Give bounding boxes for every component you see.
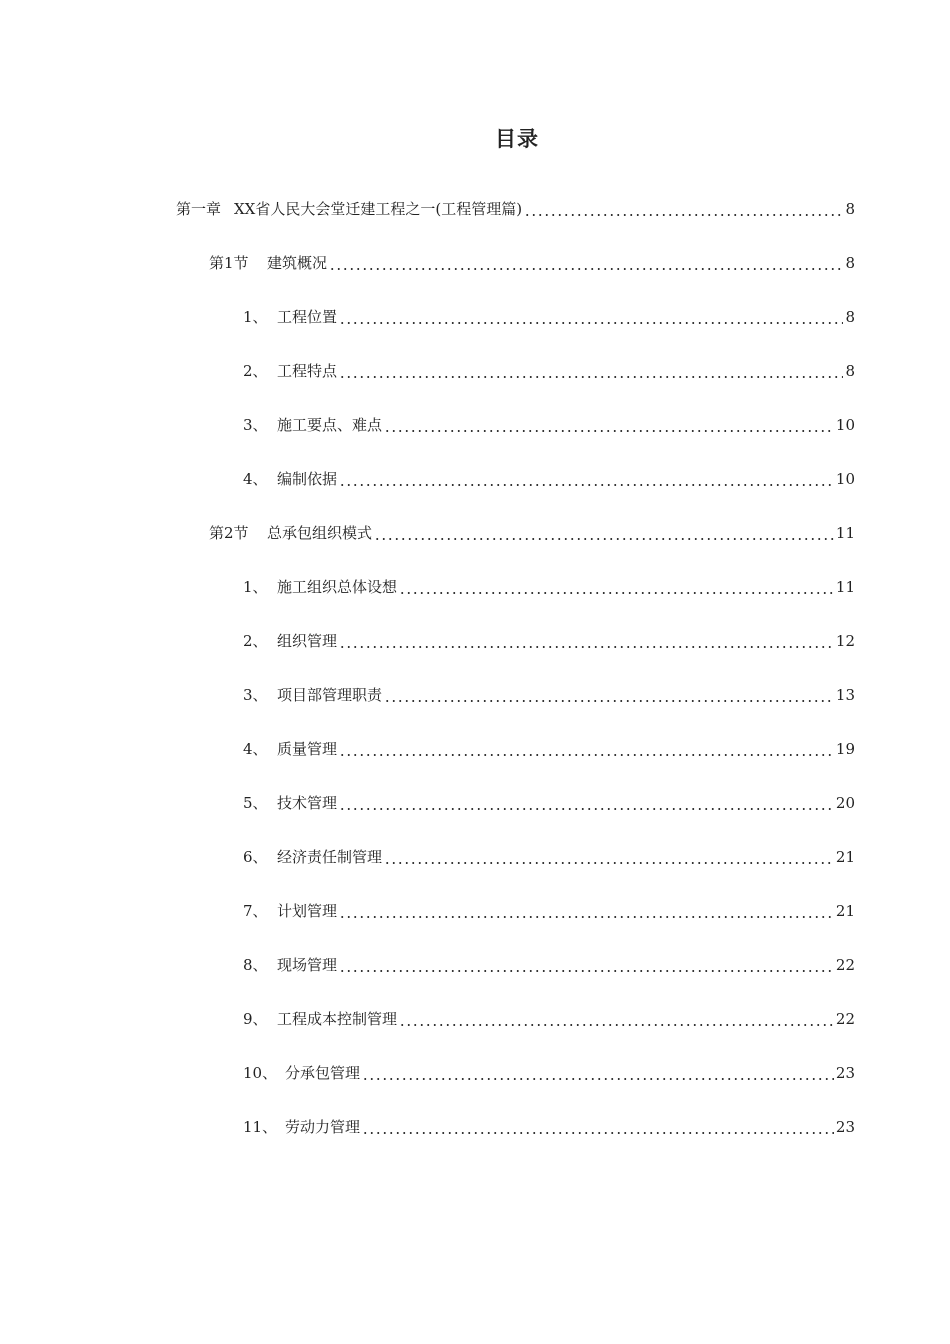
toc-entry-text: 经济责任制管理 — [277, 848, 383, 866]
toc-entry-chapter-1[interactable] — [0, 182, 855, 236]
toc-entry-text: 技术管理 — [277, 794, 338, 812]
toc-entry-page: 23 — [835, 1118, 855, 1136]
toc-entry-page: 23 — [835, 1064, 855, 1082]
toc-entry-text: 现场管理 — [277, 956, 338, 974]
toc-entry-text: 建筑概况 — [267, 254, 328, 272]
toc-entry-page: 10 — [835, 416, 855, 434]
toc-entry-page: 20 — [835, 794, 855, 812]
toc-entry-page: 8 — [845, 200, 855, 218]
dot-leader — [339, 955, 834, 975]
toc-entry-item[interactable] — [0, 884, 855, 938]
dot-leader — [339, 631, 834, 651]
toc-entry-number: 第2节 — [209, 524, 254, 542]
toc-entry-text: 总承包组织模式 — [267, 524, 373, 542]
dot-leader — [384, 415, 834, 435]
toc-entry-section-1[interactable] — [0, 236, 855, 290]
toc-entry-text: 工程位置 — [277, 308, 338, 326]
toc-entry-page: 12 — [835, 632, 855, 650]
table-of-contents — [0, 182, 950, 1154]
toc-entry-item[interactable] — [0, 452, 855, 506]
toc-entry-item[interactable] — [0, 938, 855, 992]
toc-entry-text: XX省人民大会堂迁建工程之一(工程管理篇) — [234, 200, 523, 218]
toc-entry-number: 7、 — [243, 902, 268, 920]
toc-entry-item[interactable] — [0, 776, 855, 830]
toc-entry-text: 分承包管理 — [285, 1064, 361, 1082]
toc-entry-page: 10 — [835, 470, 855, 488]
toc-entry-text: 项目部管理职责 — [277, 686, 383, 704]
toc-entry-number: 3、 — [243, 686, 268, 704]
toc-entry-number: 2、 — [243, 362, 268, 380]
toc-entry-number: 1、 — [243, 308, 268, 326]
toc-entry-number: 9、 — [243, 1010, 268, 1028]
page-title: 目录 — [495, 127, 539, 151]
dot-leader — [524, 199, 843, 219]
dot-leader — [339, 901, 834, 921]
toc-entry-item[interactable] — [0, 560, 855, 614]
dot-leader — [384, 847, 834, 867]
dot-leader — [374, 523, 834, 543]
toc-entry-number: 4、 — [243, 740, 268, 758]
toc-entry-page: 19 — [835, 740, 855, 758]
dot-leader — [399, 1009, 834, 1029]
toc-entry-page: 8 — [845, 362, 855, 380]
toc-entry-item[interactable] — [0, 1046, 855, 1100]
toc-entry-number: 4、 — [243, 470, 268, 488]
toc-entry-page: 21 — [835, 902, 855, 920]
toc-entry-text: 质量管理 — [277, 740, 338, 758]
toc-entry-page: 13 — [835, 686, 855, 704]
toc-entry-number: 2、 — [243, 632, 268, 650]
toc-entry-text: 劳动力管理 — [285, 1118, 361, 1136]
toc-entry-item[interactable] — [0, 614, 855, 668]
toc-entry-text: 施工要点、难点 — [277, 416, 383, 434]
toc-entry-number: 10、 — [243, 1064, 278, 1082]
toc-entry-item[interactable] — [0, 830, 855, 884]
toc-entry-text: 组织管理 — [277, 632, 338, 650]
toc-entry-number: 11、 — [243, 1118, 278, 1136]
toc-entry-number: 1、 — [243, 578, 268, 596]
dot-leader — [399, 577, 834, 597]
toc-entry-item[interactable] — [0, 398, 855, 452]
toc-entry-item[interactable] — [0, 290, 855, 344]
dot-leader — [339, 361, 843, 381]
toc-entry-text: 工程成本控制管理 — [277, 1010, 398, 1028]
toc-entry-page: 8 — [845, 254, 855, 272]
toc-entry-section-2[interactable] — [0, 506, 855, 560]
dot-leader — [329, 253, 843, 273]
toc-entry-text: 计划管理 — [277, 902, 338, 920]
toc-entry-number: 第1节 — [209, 254, 254, 272]
dot-leader — [384, 685, 834, 705]
toc-entry-text: 施工组织总体设想 — [277, 578, 398, 596]
toc-entry-item[interactable] — [0, 992, 855, 1046]
toc-entry-page: 22 — [835, 1010, 855, 1028]
toc-entry-item[interactable] — [0, 668, 855, 722]
dot-leader — [339, 469, 834, 489]
toc-entry-number: 第一章 — [176, 200, 226, 218]
toc-entry-item[interactable] — [0, 344, 855, 398]
toc-entry-number: 8、 — [243, 956, 268, 974]
toc-entry-page: 11 — [835, 578, 855, 596]
toc-entry-item[interactable] — [0, 1100, 855, 1154]
toc-entry-page: 8 — [845, 308, 855, 326]
toc-entry-text: 工程特点 — [277, 362, 338, 380]
dot-leader — [362, 1117, 834, 1137]
toc-entry-number: 6、 — [243, 848, 268, 866]
toc-entry-text: 编制依据 — [277, 470, 338, 488]
dot-leader — [339, 793, 834, 813]
dot-leader — [339, 739, 834, 759]
toc-entry-page: 21 — [835, 848, 855, 866]
toc-entry-number: 5、 — [243, 794, 268, 812]
toc-entry-number: 3、 — [243, 416, 268, 434]
dot-leader — [339, 307, 843, 327]
toc-entry-page: 22 — [835, 956, 855, 974]
toc-entry-item[interactable] — [0, 722, 855, 776]
toc-entry-page: 11 — [835, 524, 855, 542]
dot-leader — [362, 1063, 834, 1083]
